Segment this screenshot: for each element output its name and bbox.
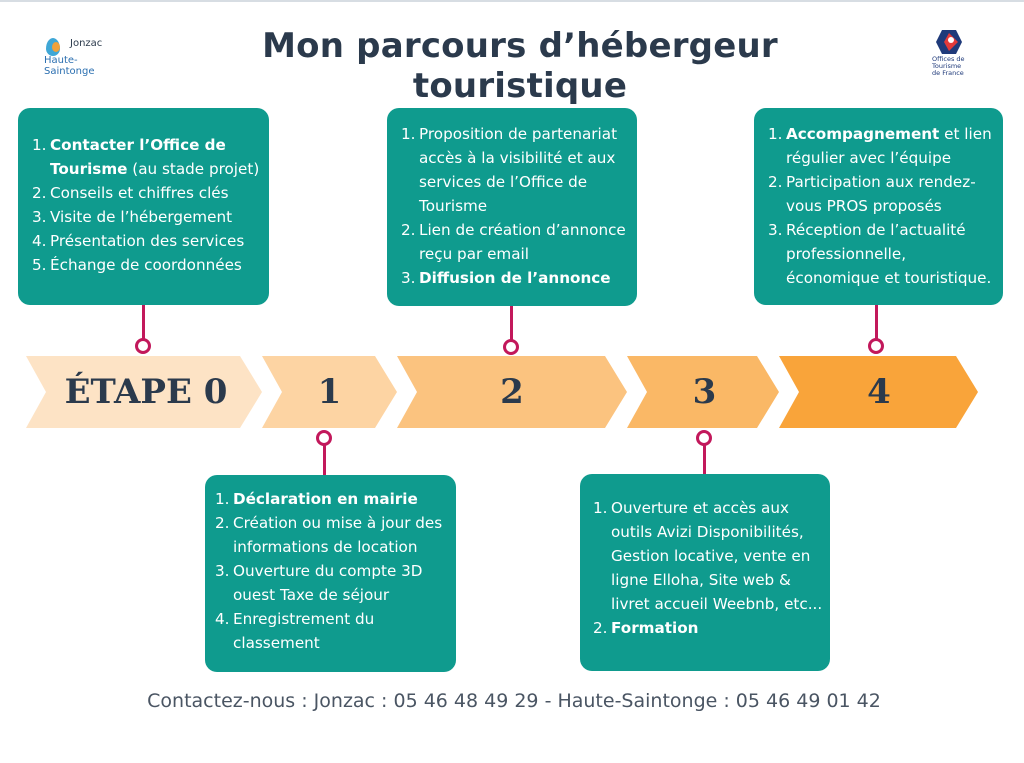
step-0-item: 3. Visite de l’hébergement bbox=[32, 208, 233, 226]
step-4-item: 2. Participation aux rendez-vous PROS proposés bbox=[768, 173, 976, 215]
logo-line-1: Jonzac bbox=[70, 38, 103, 49]
connector-step-1 bbox=[323, 445, 326, 475]
step-1-label: 1 bbox=[317, 372, 342, 412]
step-2-item: 1. Proposition de partenariat accès à la visibilité et aux services de l’Office de Tourisme bbox=[401, 125, 618, 215]
connector-step-2 bbox=[510, 306, 513, 342]
step-4-box bbox=[754, 108, 1003, 305]
step-3-label: 3 bbox=[692, 372, 717, 412]
connector-dot-step-4 bbox=[868, 338, 884, 354]
connector-dot-step-1 bbox=[316, 430, 332, 446]
step-0-label: ÉTAPE 0 bbox=[64, 372, 228, 412]
step-0-item: 5. Échange de coordonnées bbox=[32, 256, 242, 274]
step-2-item: 2. Lien de création d’annonce reçu par email bbox=[401, 221, 626, 263]
connector-dot-step-3 bbox=[696, 430, 712, 446]
contact-footer: Contactez-nous : Jonzac : 05 46 48 49 29 - Haute-Saintonge : 05 46 49 01 42 bbox=[147, 690, 881, 712]
step-4-label: 4 bbox=[867, 372, 891, 412]
step-3-item: 2. Formation bbox=[593, 619, 699, 637]
step-3-item: 1. Ouverture et accès aux outils Avizi Disponibilités, Gestion locative, vente en ligne Elloha, Site web & livret accueil Weebnb, etc... bbox=[593, 499, 823, 613]
step-1-item: 2. Création ou mise à jour des informations de location bbox=[215, 514, 443, 556]
connector-step-3 bbox=[703, 445, 706, 474]
page-title: Mon parcours d’hébergeur touristique bbox=[262, 26, 778, 106]
step-1-box bbox=[205, 475, 456, 672]
connector-dot-step-2 bbox=[503, 339, 519, 355]
step-4-item: 3. Réception de l’actualité professionnelle, économique et touristique. bbox=[768, 221, 992, 287]
step-0-item: 2. Conseils et chiffres clés bbox=[32, 184, 229, 202]
step-1-item: 1. Déclaration en mairie bbox=[215, 490, 418, 508]
connector-step-0 bbox=[142, 305, 145, 341]
logo-right-text: Offices de Tourisme de France bbox=[932, 55, 965, 77]
step-2-item: 3. Diffusion de l’annonce bbox=[401, 269, 611, 287]
step-0-item: 1. Contacter l’Office de Tourisme (au stade projet) bbox=[32, 136, 260, 178]
logo-line-2: Haute-Saintonge bbox=[44, 55, 95, 77]
step-1-item: 3. Ouverture du compte 3D ouest Taxe de séjour bbox=[215, 562, 423, 604]
step-0-item: 4. Présentation des services bbox=[32, 232, 245, 250]
step-2-label: 2 bbox=[500, 372, 524, 412]
step-1-item: 4. Enregistrement du classement bbox=[215, 610, 375, 652]
step-0-box bbox=[18, 108, 269, 305]
step-3-box bbox=[580, 474, 830, 671]
step-4-item: 1. Accompagnement et lien régulier avec l’équipe bbox=[768, 125, 992, 167]
step-2-box bbox=[387, 108, 637, 306]
connector-step-4 bbox=[875, 305, 878, 341]
connector-dot-step-0 bbox=[135, 338, 151, 354]
